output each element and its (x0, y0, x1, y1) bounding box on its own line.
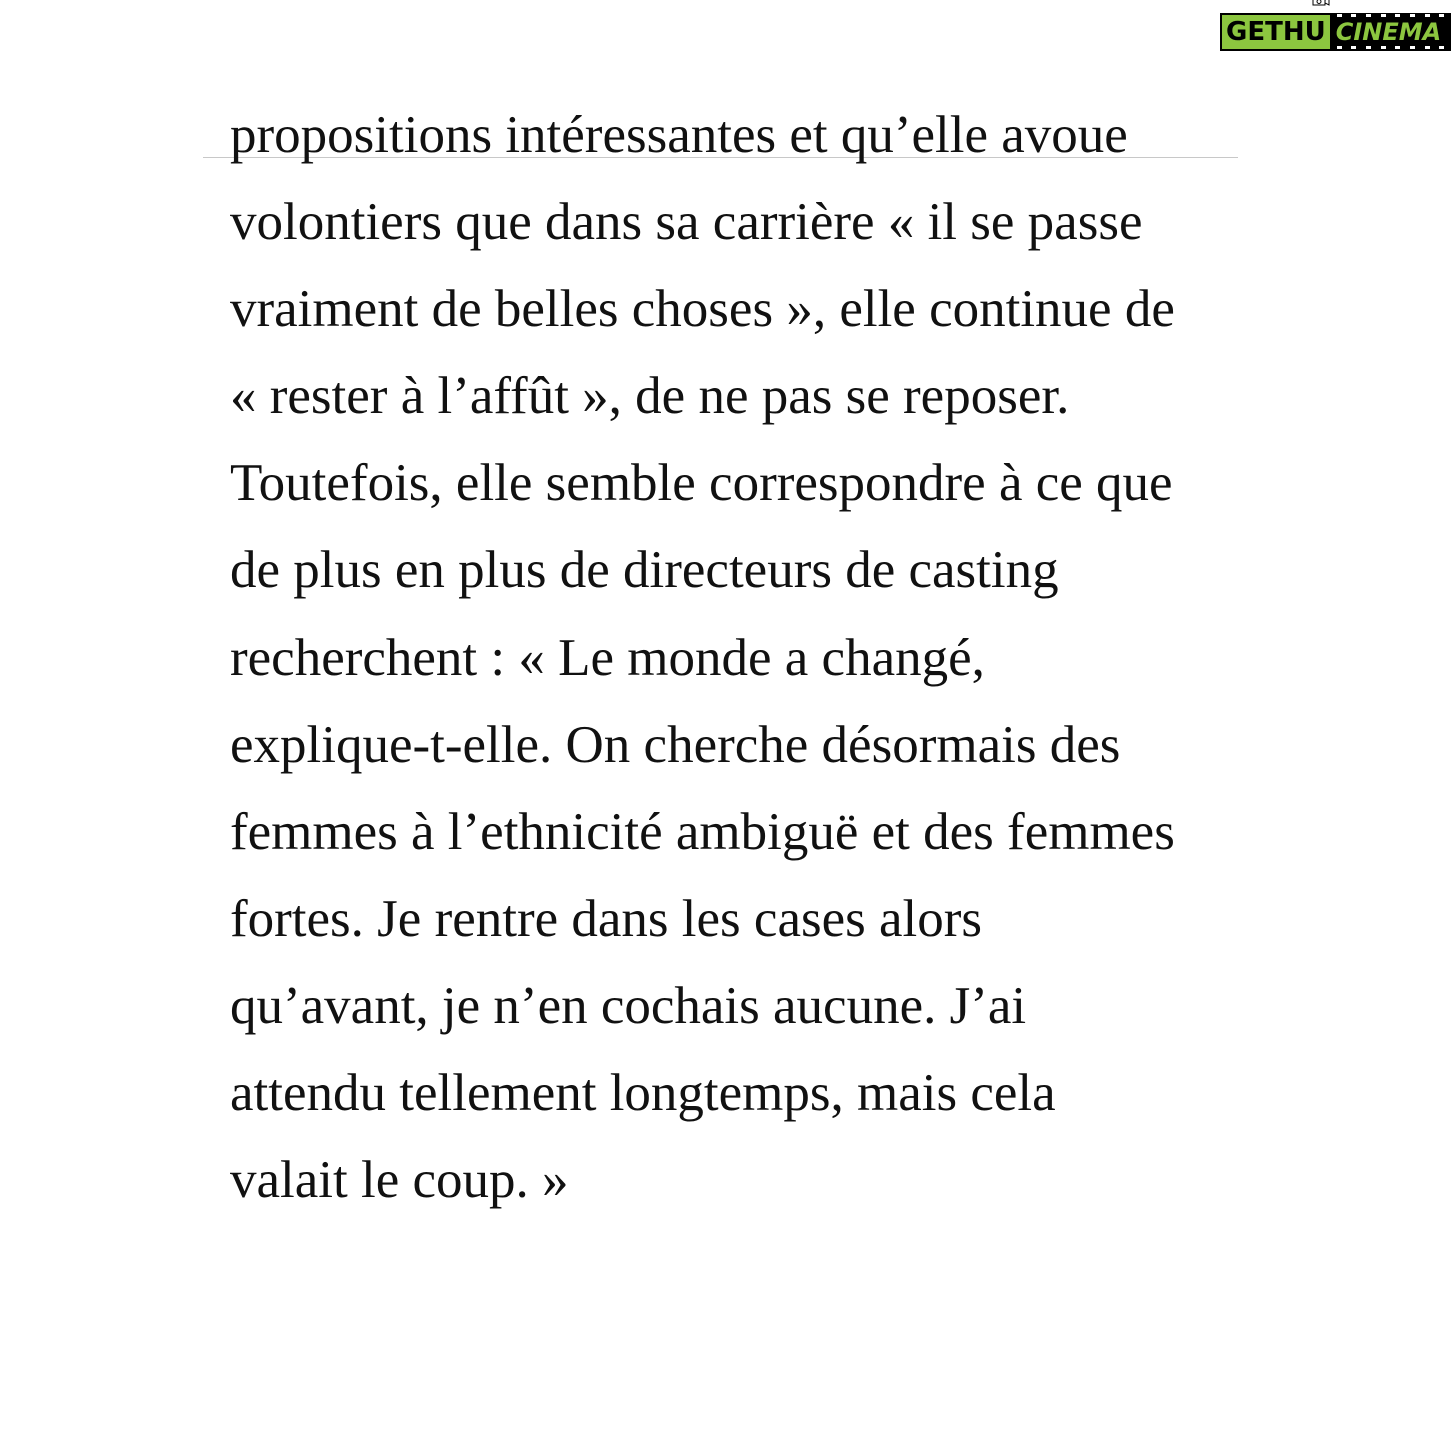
camera-icon (1312, 0, 1330, 6)
text-line: attendu tellement longtemps, mais cela (230, 1064, 1056, 1123)
article-paragraph (230, 92, 1270, 1224)
logo-text-cinema (1330, 13, 1451, 51)
text-line: propositions intéressantes et qu’elle avoue (230, 106, 1128, 164)
text-line: volontiers que dans sa carrière « il se passe (230, 193, 1143, 252)
text-line: Toutefois, elle semble correspondre à ce que (230, 454, 1173, 513)
logo-text-gethu: GETHU (1220, 13, 1330, 51)
film-strip-holes-bottom (1332, 46, 1449, 50)
text-line: recherchent : « Le monde a changé, (230, 628, 985, 687)
text-line: qu’avant, je n’en cochais aucune. J’ai (230, 976, 1027, 1035)
text-line: de plus en plus de directeurs de casting (230, 541, 1059, 600)
text-line: vraiment de belles choses », elle continue de (230, 280, 1175, 339)
text-line: femmes à l’ethnicité ambiguë et des femmes (230, 802, 1175, 861)
film-strip-holes-top (1332, 14, 1449, 18)
article-text-viewport (230, 106, 1270, 1318)
gethu-cinema-logo (1220, 6, 1442, 58)
text-line: fortes. Je rentre dans les cases alors (230, 889, 983, 948)
text-line: valait le coup. » (230, 1151, 569, 1210)
text-line: « rester à l’affût », de ne pas se reposer. (230, 367, 1070, 426)
logo-text-cinema-label: CINEMA (1335, 18, 1442, 46)
text-line: explique-t-elle. On cherche désormais des (230, 715, 1121, 774)
